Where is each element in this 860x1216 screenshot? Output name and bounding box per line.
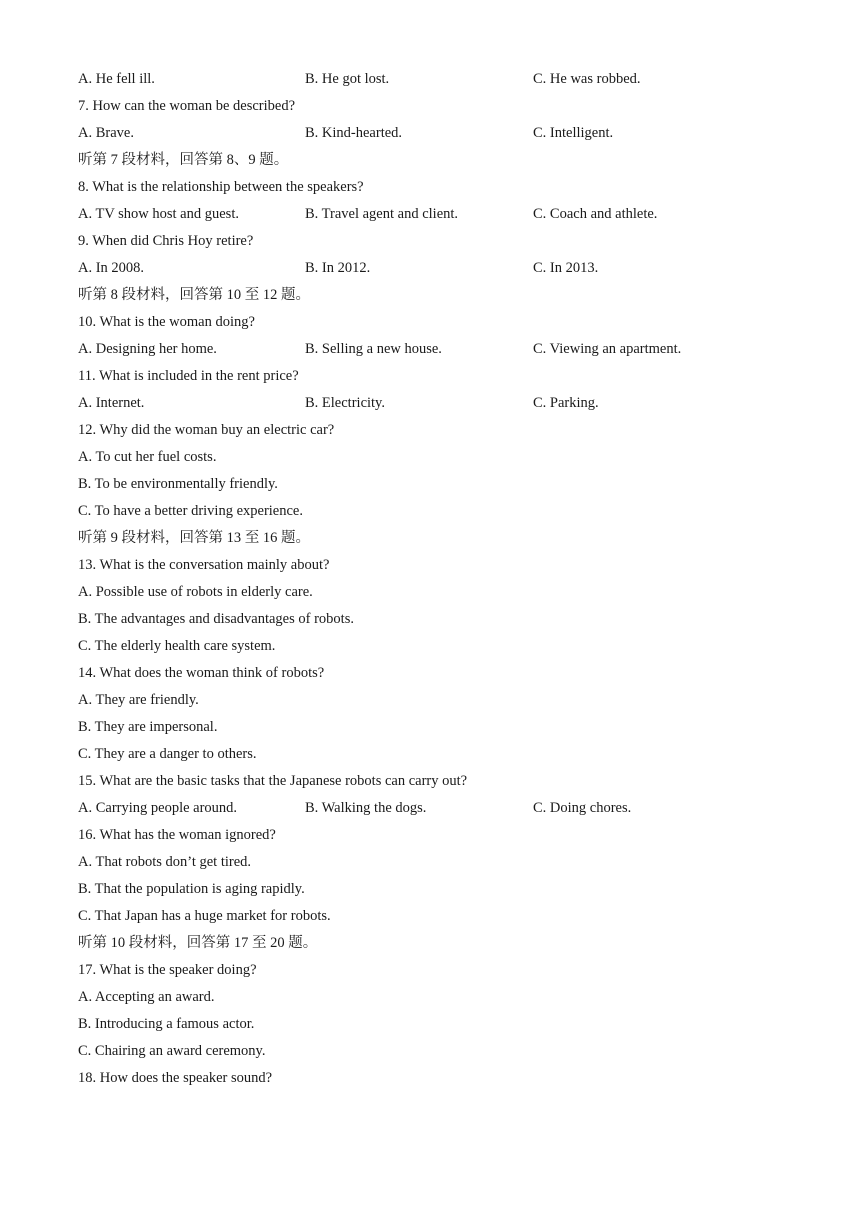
section-instruction: 听第 9 段材料，回答第 13 至 16 题。 <box>78 530 310 546</box>
answer-option: A. Brave. <box>78 125 134 141</box>
answer-option: C. Parking. <box>533 395 599 411</box>
answer-option: B. The advantages and disadvantages of robots. <box>78 611 354 627</box>
answer-option: C. Viewing an apartment. <box>533 341 682 357</box>
answer-option: A. Internet. <box>78 395 145 411</box>
answer-option: B. To be environmentally friendly. <box>78 476 278 492</box>
answer-option: B. Walking the dogs. <box>305 800 427 816</box>
question-text: 14. What does the woman think of robots? <box>78 665 325 681</box>
question-text: 9. When did Chris Hoy retire? <box>78 233 254 249</box>
answer-option: B. Selling a new house. <box>305 341 442 357</box>
question-text: 16. What has the woman ignored? <box>78 827 276 843</box>
answer-options-row <box>78 795 798 822</box>
answer-option: B. That the population is aging rapidly. <box>78 881 305 897</box>
answer-options-row <box>78 120 798 147</box>
section-instruction: 听第 7 段材料，回答第 8、9 题。 <box>78 152 289 168</box>
answer-option: A. In 2008. <box>78 260 145 276</box>
answer-options-row <box>78 201 798 228</box>
answer-option: A. Carrying people around. <box>78 800 238 816</box>
answer-option: B. Introducing a famous actor. <box>78 1016 255 1032</box>
answer-option: B. Travel agent and client. <box>305 206 459 222</box>
section-instruction: 听第 8 段材料，回答第 10 至 12 题。 <box>78 287 310 303</box>
question-text: 13. What is the conversation mainly about? <box>78 557 330 573</box>
answer-option: C. Doing chores. <box>533 800 632 816</box>
question-text: 11. What is included in the rent price? <box>78 368 299 384</box>
answer-option: A. Designing her home. <box>78 341 217 357</box>
answer-option: A. He fell ill. <box>78 71 155 87</box>
question-text: 18. How does the speaker sound? <box>78 1070 273 1086</box>
question-text: 12. Why did the woman buy an electric car? <box>78 422 335 438</box>
answer-option: C. The elderly health care system. <box>78 638 276 654</box>
section-instruction: 听第 10 段材料，回答第 17 至 20 题。 <box>78 935 318 951</box>
answer-options-row <box>78 390 798 417</box>
answer-option: C. He was robbed. <box>533 71 641 87</box>
answer-option: B. In 2012. <box>305 260 371 276</box>
answer-option: C. To have a better driving experience. <box>78 503 303 519</box>
answer-option: C. Coach and athlete. <box>533 206 658 222</box>
question-text: 17. What is the speaker doing? <box>78 962 257 978</box>
answer-option: A. Possible use of robots in elderly care. <box>78 584 313 600</box>
answer-option: A. TV show host and guest. <box>78 206 239 222</box>
answer-options-row <box>78 336 798 363</box>
answer-option: A. That robots don’t get tired. <box>78 854 252 870</box>
question-text: 10. What is the woman doing? <box>78 314 255 330</box>
answer-option: B. Kind-hearted. <box>305 125 403 141</box>
answer-option: C. Intelligent. <box>533 125 614 141</box>
answer-option: C. Chairing an award ceremony. <box>78 1043 266 1059</box>
answer-option: B. They are impersonal. <box>78 719 218 735</box>
answer-option: B. He got lost. <box>305 71 390 87</box>
exam-page <box>78 66 798 1092</box>
answer-option: C. In 2013. <box>533 260 599 276</box>
answer-option: C. That Japan has a huge market for robots. <box>78 908 331 924</box>
question-text: 8. What is the relationship between the speakers? <box>78 179 364 195</box>
question-text: 15. What are the basic tasks that the Japanese robots can carry out? <box>78 773 468 789</box>
answer-option: A. Accepting an award. <box>78 989 215 1005</box>
answer-options-row <box>78 255 798 282</box>
answer-option: A. They are friendly. <box>78 692 199 708</box>
question-text: 7. How can the woman be described? <box>78 98 296 114</box>
answer-option: C. They are a danger to others. <box>78 746 257 762</box>
answer-option: B. Electricity. <box>305 395 385 411</box>
answer-options-row <box>78 66 798 93</box>
answer-option: A. To cut her fuel costs. <box>78 449 217 465</box>
